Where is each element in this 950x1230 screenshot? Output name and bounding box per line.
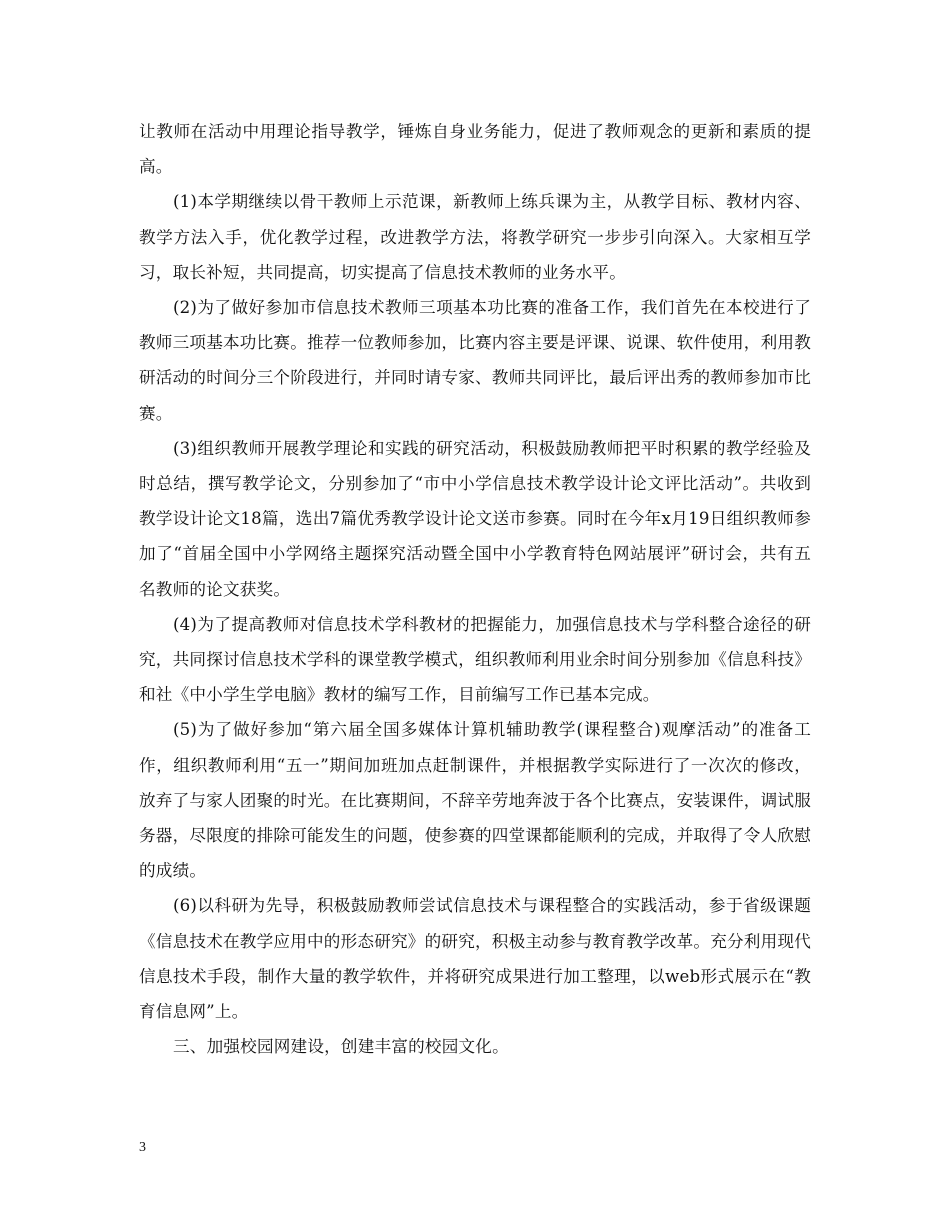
paragraph-item-6: (6)以科研为先导，积极鼓励教师尝试信息技术与课程整合的实践活动，参于省级课题《信息技术在教学应用中的形态研究》的研究，积极主动参与教育教学改革。充分利用现代信息技术手段，制作大量的教学软件，并将研究成果进行加工整理，以web形式展示在“教育信息网”上。 bbox=[139, 896, 811, 1022]
document-body bbox=[139, 114, 811, 1064]
paragraph-item-4: (4)为了提高教师对信息技术学科教材的把握能力，加强信息技术与学科整合途径的研究，共同探讨信息技术学科的课堂教学模式，组织教师利用业余时间分别参加《信息科技》和社《中小学生学电脑》教材的编写工作，目前编写工作已基本完成。 bbox=[139, 614, 811, 705]
section-heading: 三、加强校园网建设，创建丰富的校园文化。 bbox=[173, 1037, 509, 1057]
paragraph-item-3: (3)组织教师开展教学理论和实践的研究活动，积极鼓励教师把平时积累的教学经验及时总结，撰写教学论文，分别参加了“市中小学信息技术教学设计论文评比活动”。共收到教学设计论文18篇，选出7篇优秀教学设计论文送市参赛。同时在今年x月19日组织教师参加了“首届全国中小学网络主题探究活动暨全国中小学教育特色网站展评”研讨会，共有五名教师的论文获奖。 bbox=[139, 438, 811, 599]
page-number: 3 bbox=[139, 1140, 146, 1155]
paragraph-continuation: 让教师在活动中用理论指导教学，锤炼自身业务能力，促进了教师观念的更新和素质的提高。 bbox=[139, 122, 811, 177]
paragraph-item-5: (5)为了做好参加“第六届全国多媒体计算机辅助教学(课程整合)观摩活动”的准备工作，组织教师利用“五一”期间加班加点赶制课件，并根据教学实际进行了一次次的修改，放弃了与家人团聚的时光。在比赛期间，不辞辛劳地奔波于各个比赛点，安装课件，调试服务器，尽限度的排除可能发生的问题，使参赛的四堂课都能顺利的完成，并取得了令人欣慰的成绩。 bbox=[139, 720, 811, 881]
paragraph-item-2: (2)为了做好参加市信息技术教师三项基本功比赛的准备工作，我们首先在本校进行了教师三项基本功比赛。推荐一位教师参加，比赛内容主要是评课、说课、软件使用，利用教研活动的时间分三个阶段进行，并同时请专家、教师共同评比，最后评出秀的教师参加市比赛。 bbox=[139, 298, 811, 423]
paragraph-item-1: (1)本学期继续以骨干教师上示范课，新教师上练兵课为主，从教学目标、教材内容、教学方法入手，优化教学过程，改进教学方法，将教学研究一步步引向深入。大家相互学习，取长补短，共同提高，切实提高了信息技术教师的业务水平。 bbox=[139, 192, 811, 282]
